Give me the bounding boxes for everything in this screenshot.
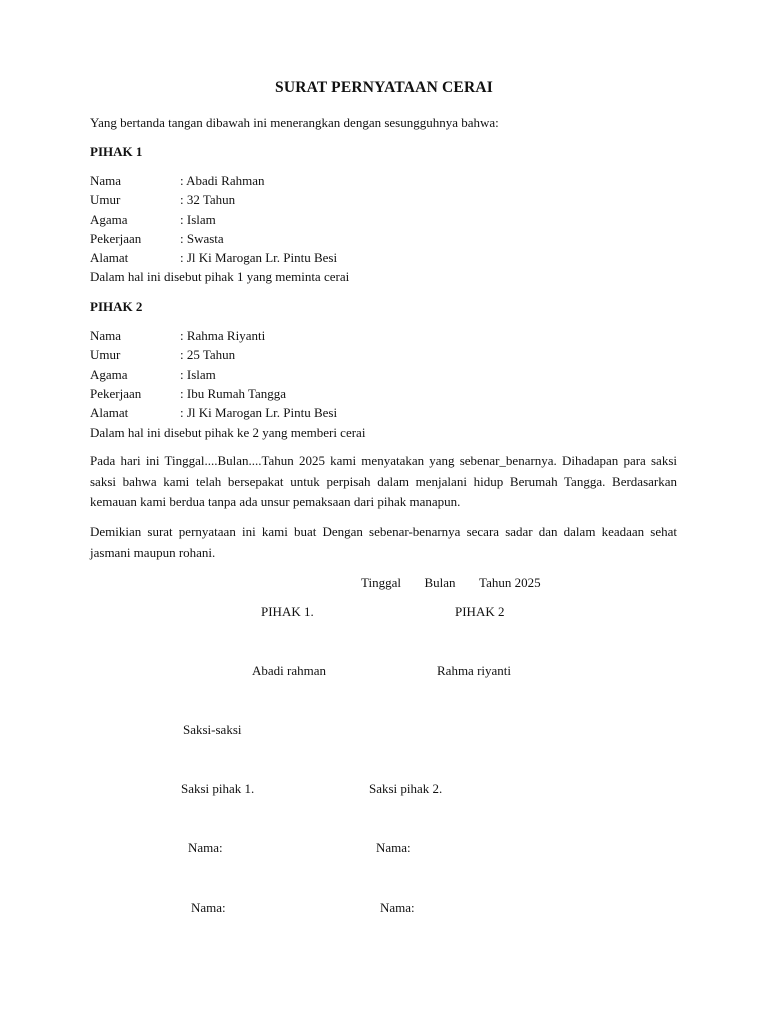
witness2-label: Saksi pihak 2. [369,781,443,796]
party1-row-occupation [90,229,337,248]
party2-value-religion: : Islam [180,366,216,382]
witness2-name-field: Nama: [376,840,411,855]
date-day-label: Tinggal [361,575,401,590]
party1-heading: PIHAK 1 [90,144,143,159]
date-year-label: Tahun 2025 [479,575,541,590]
party2-label-name: Nama [90,328,122,343]
party2-label-religion: Agama [90,366,128,382]
party2-signature-name: Rahma riyanti [437,663,512,678]
party1-signature-name: Abadi rahman [252,663,327,678]
party1-row-religion [90,210,337,229]
party2-row-religion [90,365,337,384]
intro-text: Yang bertanda tangan dibawah ini menerangkan dengan sesungguhnya bahwa: [90,115,499,130]
party1-label-occupation: Pekerjaan [90,230,142,246]
party2-value-age: : 25 Tahun [180,347,236,363]
witnesses-heading: Saksi-saksi [183,722,242,737]
party1-signature-label: PIHAK 1. [261,604,314,619]
party2-note: Dalam hal ini disebut pihak ke 2 yang memberi cerai [90,425,366,440]
party2-label-address: Alamat [90,405,129,421]
witness1-second-name-field: Nama: [191,900,226,915]
party2-row-age [90,345,337,364]
party1-label-religion: Agama [90,211,128,227]
party2-row-address [90,403,337,422]
party2-heading: PIHAK 2 [90,299,143,314]
statement-paragraph: Pada hari ini Tinggal....Bulan....Tahun 2025 kami menyatakan yang sebenar_benarnya. Dihadapan para saksi saksi bahwa kami telah bersepakat untuk perpisah dalam menjalani hidup Berumah Tangga. Berdasarkan kemauan kami berdua tanpa ada unsur pemaksaan dari pihak manapun. [90,453,677,509]
witness2-second-name-field: Nama: [380,900,415,915]
party2-value-occupation: : Ibu Rumah Tangga [180,385,287,401]
date-month-label: Bulan [424,575,456,590]
party1-value-age: : 32 Tahun [180,192,236,208]
party1-value-occupation: : Swasta [180,230,224,246]
party1-value-address: : Jl Ki Marogan Lr. Pintu Besi [180,250,338,266]
party1-row-name [90,171,337,190]
document-title: SURAT PERNYATAAN CERAI [275,79,493,96]
party1-details [90,171,337,267]
party1-row-age [90,190,337,209]
party2-value-name: : Rahma Riyanti [180,328,266,343]
witness1-label: Saksi pihak 1. [181,781,255,796]
party1-label-name: Nama [90,173,122,188]
party2-label-occupation: Pekerjaan [90,385,142,401]
closing-paragraph: Demikian surat pernyataan ini kami buat Dengan sebenar-benarnya secara sadar dan dalam keadaan sehat jasmani maupun rohani. [90,524,677,560]
party1-label-address: Alamat [90,250,129,266]
party2-row-name [90,326,337,345]
party1-note: Dalam hal ini disebut pihak 1 yang meminta cerai [90,269,350,284]
party1-row-address [90,248,337,267]
witness1-name-field: Nama: [188,840,223,855]
party2-details [90,326,337,422]
party2-label-age: Umur [90,347,121,363]
party1-value-religion: : Islam [180,211,216,227]
party2-value-address: : Jl Ki Marogan Lr. Pintu Besi [180,405,338,421]
date-line [361,573,541,592]
party2-row-occupation [90,384,337,403]
party1-label-age: Umur [90,192,121,208]
party2-signature-label: PIHAK 2 [455,604,505,619]
party1-value-name: : Abadi Rahman [180,173,265,188]
